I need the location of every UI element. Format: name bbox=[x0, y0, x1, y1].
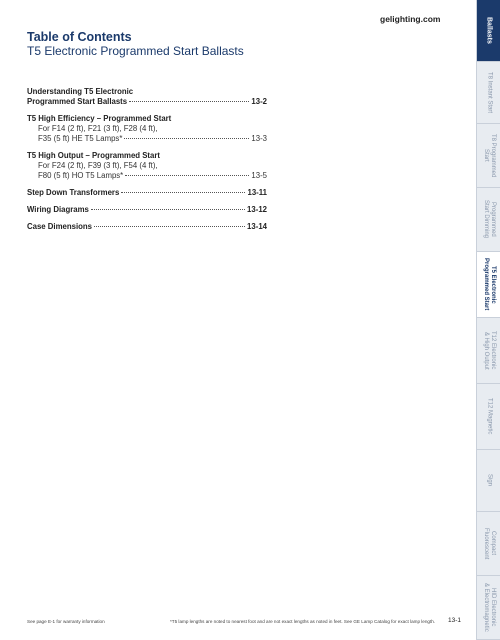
toc-row[interactable] bbox=[27, 188, 267, 198]
page-title: Table of Contents bbox=[27, 30, 132, 44]
tab-compact-fluorescent[interactable] bbox=[477, 512, 500, 576]
site-url[interactable]: gelighting.com bbox=[380, 14, 441, 24]
footer-note: *T5 lamp lengths are noted to nearest foot and are not exact lengths as noted in feet. See GE Lamp Catalog for exact lamp length. bbox=[170, 619, 436, 624]
toc-page: 13-2 bbox=[251, 97, 267, 106]
toc-label: F35 (5 ft) HE T5 Lamps* bbox=[38, 134, 123, 143]
tab-label: T12 Magnetic bbox=[486, 398, 493, 435]
tab-label: T12 Electronic & High Output bbox=[483, 331, 496, 370]
toc-leader bbox=[125, 175, 249, 176]
section-sidebar bbox=[476, 0, 500, 640]
toc-page: 13-5 bbox=[251, 171, 267, 180]
tab-label: T8 Programmed Start bbox=[483, 133, 496, 178]
tab-t12-electronic-high-output[interactable] bbox=[477, 318, 500, 384]
toc-heading: T5 High Efficiency – Programmed Start bbox=[27, 114, 172, 123]
toc-entry-understanding[interactable] bbox=[27, 87, 267, 107]
toc-row[interactable] bbox=[27, 222, 267, 232]
toc-page: 13-11 bbox=[247, 188, 267, 197]
tab-label: HID Electronic & Electromagnetic bbox=[483, 583, 496, 632]
toc-row[interactable] bbox=[27, 205, 267, 215]
toc-row[interactable] bbox=[27, 171, 267, 181]
toc-entry-case[interactable] bbox=[27, 222, 267, 232]
tab-t5-electronic-programmed-start[interactable] bbox=[477, 252, 500, 318]
toc-entry-step-down[interactable] bbox=[27, 188, 267, 198]
table-of-contents bbox=[27, 87, 267, 239]
toc-entry-wiring[interactable] bbox=[27, 205, 267, 215]
toc-subline: For F24 (2 ft), F39 (3 ft), F54 (4 ft), bbox=[38, 161, 158, 170]
toc-heading: T5 High Output – Programmed Start bbox=[27, 151, 160, 160]
page-number: 13-1 bbox=[448, 617, 462, 624]
footer-warranty: See page E-1 for warranty information bbox=[27, 619, 105, 624]
tab-t8-programmed-start[interactable] bbox=[477, 124, 500, 188]
toc-leader bbox=[129, 101, 249, 102]
toc-subline: For F14 (2 ft), F21 (3 ft), F28 (4 ft), bbox=[38, 124, 158, 133]
toc-label: Step Down Transformers bbox=[27, 188, 120, 197]
tab-t8-instant-start[interactable] bbox=[477, 62, 500, 124]
toc-label: Case Dimensions bbox=[27, 222, 92, 231]
toc-entry-high-output[interactable] bbox=[27, 151, 267, 181]
sidebar-header[interactable] bbox=[477, 0, 500, 62]
tab-label: Programmed Start Dimming bbox=[483, 200, 496, 239]
toc-page: 13-3 bbox=[251, 134, 267, 143]
sidebar-header-label: Ballasts bbox=[485, 17, 493, 44]
toc-heading: Understanding T5 Electronic bbox=[27, 87, 134, 96]
toc-label: Wiring Diagrams bbox=[27, 205, 89, 214]
toc-page: 13-14 bbox=[247, 222, 267, 231]
toc-leader bbox=[94, 226, 245, 227]
toc-label: Programmed Start Ballasts bbox=[27, 97, 128, 106]
toc-row[interactable] bbox=[27, 134, 267, 144]
toc-leader bbox=[121, 192, 245, 193]
tab-programmed-start-dimming[interactable] bbox=[477, 188, 500, 252]
toc-page: 13-12 bbox=[247, 205, 267, 214]
toc-leader bbox=[124, 138, 249, 139]
tab-sign[interactable] bbox=[477, 450, 500, 512]
page-title-block bbox=[27, 30, 244, 58]
toc-label: F80 (5 ft) HO T5 Lamps* bbox=[38, 171, 124, 180]
tab-label: T5 Electronic Programmed Start bbox=[483, 258, 496, 311]
toc-leader bbox=[91, 209, 245, 210]
toc-row[interactable] bbox=[27, 97, 267, 107]
tab-t12-magnetic[interactable] bbox=[477, 384, 500, 450]
tab-hid-electronic[interactable] bbox=[477, 576, 500, 640]
tab-label: T8 Instant Start bbox=[486, 71, 493, 114]
toc-entry-high-efficiency[interactable] bbox=[27, 114, 267, 144]
tab-label: Sign bbox=[486, 474, 493, 487]
tab-label: Compact Fluorescent bbox=[483, 527, 496, 560]
page-subtitle: T5 Electronic Programmed Start Ballasts bbox=[27, 44, 244, 58]
